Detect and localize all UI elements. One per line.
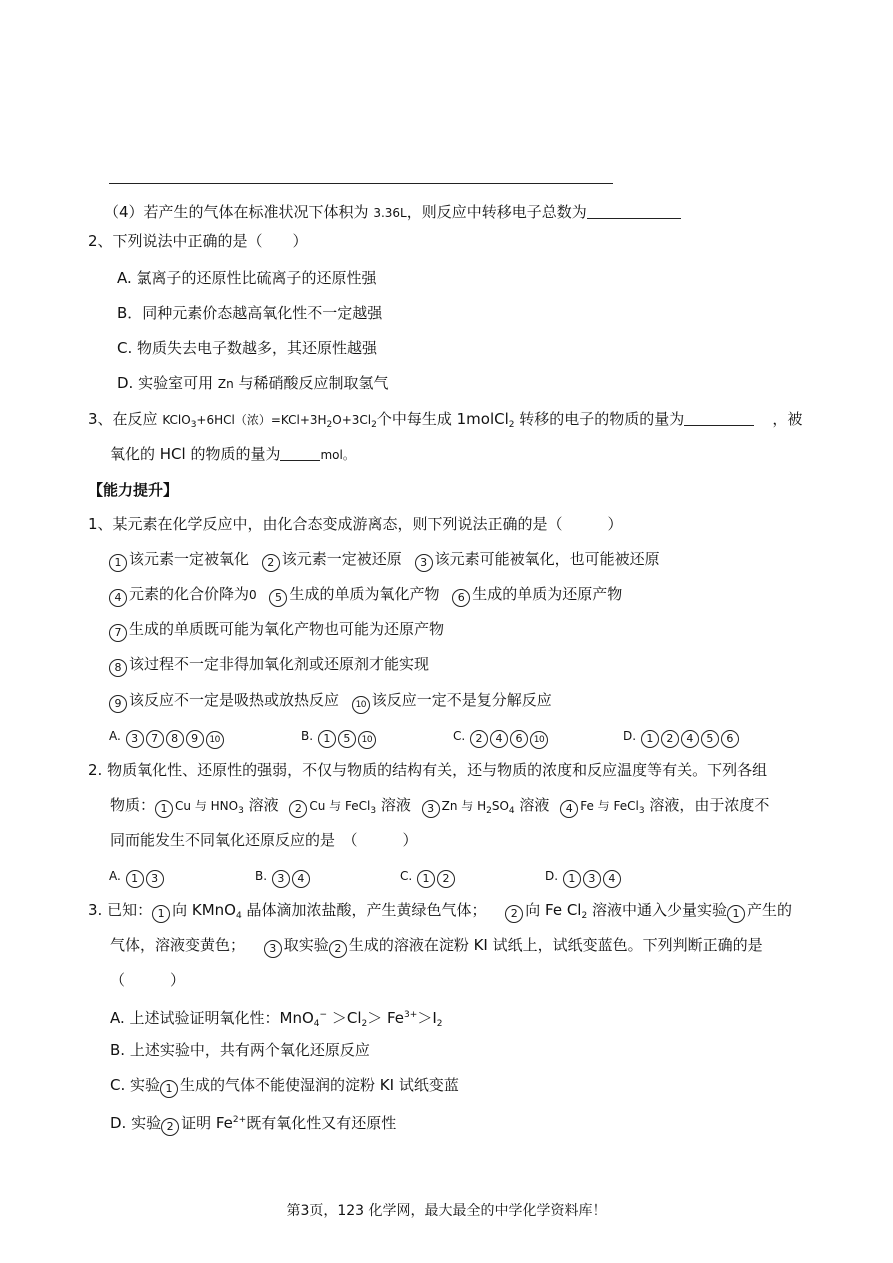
answer-blank-line <box>109 183 613 184</box>
answer-blank <box>280 446 320 461</box>
text: 个中每生成 1molCl <box>376 410 509 428</box>
option-letter: A. <box>109 869 121 883</box>
statements-row-4 <box>109 654 429 677</box>
section-heading: 【能力提升】 <box>88 481 179 499</box>
circled-number: 3 <box>146 870 164 888</box>
option-letter: C. <box>400 869 413 883</box>
text: 取实验 <box>283 936 329 954</box>
option-b <box>255 865 312 888</box>
subscript: 4 <box>313 1019 320 1029</box>
circled-number: 2 <box>262 554 280 572</box>
option-b <box>301 725 378 749</box>
subscript: 2 <box>581 911 588 921</box>
text: 3. 已知： <box>88 901 153 919</box>
circled-number: 6 <box>452 589 470 607</box>
circled-number: 7 <box>146 730 164 748</box>
text: +6HCl（浓）=KCl+3H <box>196 413 327 427</box>
problem-2-line-1: 2. 物质氧化性、还原性的强弱，不仅与物质的结构有关，还与物质的浓度和反应温度等有关。下列各组 <box>88 761 768 779</box>
subscript: 2 <box>508 420 515 430</box>
text: Cu 与 HNO <box>175 799 239 813</box>
superscript: 3+ <box>404 1010 418 1020</box>
text: 生成的溶液在淀粉 KI 试纸上，试纸变蓝色。下列判断正确的是 <box>348 936 763 954</box>
text: 该过程不一定非得加氧化剂或还原剂才能实现 <box>129 655 430 673</box>
subscript: 2 <box>361 1019 368 1029</box>
text: 与稀硝酸反应制取氢气 <box>233 374 389 392</box>
text: 该元素可能被氧化，也可能被还原 <box>434 550 660 568</box>
circled-number: 10 <box>358 731 376 749</box>
text: 向 KMnO <box>172 901 236 919</box>
option-letter: A. <box>109 729 121 743</box>
text: 生成的气体不能使湿润的淀粉 KI 试纸变蓝 <box>180 1076 459 1094</box>
text: Cu 与 FeCl <box>309 799 371 813</box>
text: D. 实验室可用 <box>117 374 218 392</box>
problem-3-line-3: （ ） <box>110 971 186 989</box>
text: 该元素一定被还原 <box>281 550 402 568</box>
circled-number: 1 <box>318 730 336 748</box>
circled-number: 3 <box>583 870 601 888</box>
option-a <box>110 1005 443 1034</box>
text: 3、在反应 <box>88 410 163 428</box>
question-3-line-1 <box>88 409 802 435</box>
option-d <box>117 373 388 394</box>
circled-number: 4 <box>109 589 127 607</box>
circled-number: 4 <box>560 800 578 818</box>
circled-number: 8 <box>166 730 184 748</box>
text: SO <box>491 799 509 813</box>
sub-question-4 <box>104 202 681 223</box>
circled-number: 10 <box>206 731 224 749</box>
statements-row-2 <box>109 584 622 607</box>
circled-number: 5 <box>269 589 287 607</box>
circled-number: 4 <box>490 730 508 748</box>
question-3-line-2 <box>110 444 355 465</box>
option-d <box>110 1110 396 1136</box>
circled-number: 5 <box>338 730 356 748</box>
subscript: 2 <box>436 1019 443 1029</box>
text: ＞I <box>417 1009 437 1027</box>
circled-number: 2 <box>437 870 455 888</box>
circled-number: 1 <box>563 870 581 888</box>
superscript: − <box>319 1010 328 1020</box>
option-c <box>453 725 550 749</box>
text: 生成的单质为氧化产物 <box>289 585 440 603</box>
text: 0 <box>249 588 257 602</box>
circled-number: 9 <box>109 695 127 713</box>
circled-number: 1 <box>727 905 745 923</box>
circled-number: 4 <box>681 730 699 748</box>
text: ，则反应中转移电子总数为 <box>406 203 587 221</box>
circled-number: 10 <box>530 731 548 749</box>
text: 生成的单质为还原产物 <box>472 585 623 603</box>
answer-blank <box>684 411 754 426</box>
text: ，被 <box>772 410 803 428</box>
text: 溶液 <box>514 796 550 814</box>
text: 元素的化合价降为 <box>129 585 250 603</box>
text: 生成的单质既可能为氧化产物也可能为还原产物 <box>129 620 445 638</box>
subscript: 3 <box>370 806 377 816</box>
circled-number: 2 <box>470 730 488 748</box>
circled-number: 3 <box>422 800 440 818</box>
question-2-stem: 2、下列说法中正确的是（ ） <box>88 232 308 250</box>
text: 证明 Fe <box>181 1114 233 1132</box>
statements-row-5 <box>109 690 552 714</box>
option-letter: B. <box>255 869 268 883</box>
text: 气体，溶液变黄色； <box>110 936 246 954</box>
subscript: 2 <box>371 420 377 430</box>
circled-number: 3 <box>272 870 290 888</box>
option-b: B. 上述实验中，共有两个氧化还原反应 <box>110 1041 370 1059</box>
text: Fe 与 FeCl <box>580 799 639 813</box>
option-b: B．同种元素价态越高氧化性不一定越强 <box>117 304 383 322</box>
text: 既有氧化性又有还原性 <box>246 1114 397 1132</box>
option-letter: D. <box>623 729 637 743</box>
text: O+3Cl <box>332 413 372 427</box>
text: ＞ Fe <box>367 1009 405 1027</box>
text: KClO <box>162 413 191 427</box>
text: 溶液 <box>376 796 411 814</box>
circled-number: 3 <box>415 554 433 572</box>
option-a <box>109 865 166 888</box>
text: 氧化的 HCl 的物质的量为 <box>110 445 281 463</box>
superscript: 2+ <box>232 1115 247 1125</box>
text: 该元素一定被氧化 <box>129 550 250 568</box>
circled-number: 10 <box>352 696 370 714</box>
subscript: 3 <box>638 806 645 816</box>
text: 产生的 <box>747 901 793 919</box>
text: Zn 与 H <box>441 799 487 813</box>
text: 溶液 <box>243 796 279 814</box>
option-letter: B. <box>301 729 314 743</box>
circled-number: 6 <box>510 730 528 748</box>
text: 物质： <box>110 796 156 814</box>
problem-2-line-2 <box>110 795 769 821</box>
problem-2-line-3: 同而能发生不同氧化还原反应的是 （ ） <box>110 831 418 849</box>
text: mol。 <box>320 448 355 462</box>
page-footer: 第3页，123 化学网，最大最全的中学化学资料库！ <box>286 1203 607 1219</box>
statements-row-3 <box>109 619 444 642</box>
circled-number: 6 <box>721 730 739 748</box>
circled-number: 8 <box>109 659 127 677</box>
subscript: 3 <box>238 806 244 816</box>
subscript: 3 <box>190 420 197 430</box>
option-c: C. 物质失去电子数越多，其还原性越强 <box>117 339 378 357</box>
option-letter: D. <box>545 869 559 883</box>
subscript: 2 <box>486 806 492 816</box>
circled-number: 2 <box>661 730 679 748</box>
text: C. 实验 <box>110 1076 161 1094</box>
text: 溶液，由于浓度不 <box>644 796 770 814</box>
circled-number: 2 <box>161 1118 179 1136</box>
circled-number: 3 <box>264 940 282 958</box>
text: 3.36L <box>373 206 407 220</box>
text: A. 上述试验证明氧化性：MnO <box>110 1009 314 1027</box>
text: （4）若产生的气体在标准状况下体积为 <box>104 203 374 221</box>
circled-number: 2 <box>289 800 307 818</box>
option-c <box>400 865 457 888</box>
circled-number: 3 <box>126 730 144 748</box>
answer-blank <box>587 204 681 219</box>
circled-number: 1 <box>109 554 127 572</box>
circled-number: 4 <box>603 870 621 888</box>
text: 溶液中通入少量实验 <box>587 901 727 919</box>
text: D. 实验 <box>110 1114 162 1132</box>
text: Zn <box>217 377 234 391</box>
circled-number: 1 <box>126 870 144 888</box>
option-letter: C. <box>453 729 466 743</box>
option-d <box>545 865 623 888</box>
option-a: A. 氯离子的还原性比硫离子的还原性强 <box>117 269 377 287</box>
option-d <box>623 725 741 748</box>
circled-number: 1 <box>417 870 435 888</box>
option-c <box>110 1075 459 1098</box>
circled-number: 1 <box>641 730 659 748</box>
circled-number: 2 <box>505 905 523 923</box>
statements-row-1 <box>109 549 660 572</box>
text: 晶体滴加浓盐酸，产生黄绿色气体； <box>241 901 487 919</box>
circled-number: 1 <box>152 905 170 923</box>
circled-number: 2 <box>329 940 347 958</box>
text: ＞Cl <box>327 1009 362 1027</box>
problem-1-stem: 1、某元素在化学反应中，由化合态变成游离态，则下列说法正确的是（ ） <box>88 515 623 533</box>
subscript: 2 <box>326 420 333 430</box>
circled-number: 7 <box>109 624 127 642</box>
text: 该反应不一定是吸热或放热反应 <box>129 691 340 709</box>
text: 向 Fe Cl <box>525 901 582 919</box>
text: 转移的电子的物质的量为 <box>514 410 685 428</box>
problem-3-line-2 <box>110 935 763 958</box>
subscript: 4 <box>235 911 242 921</box>
circled-number: 1 <box>160 1080 178 1098</box>
text: 该反应一定不是复分解反应 <box>371 691 552 709</box>
problem-3-line-1 <box>88 900 792 926</box>
circled-number: 5 <box>701 730 719 748</box>
option-a <box>109 725 226 749</box>
circled-number: 4 <box>292 870 310 888</box>
circled-number: 9 <box>186 730 204 748</box>
subscript: 4 <box>508 806 515 816</box>
circled-number: 1 <box>155 800 173 818</box>
